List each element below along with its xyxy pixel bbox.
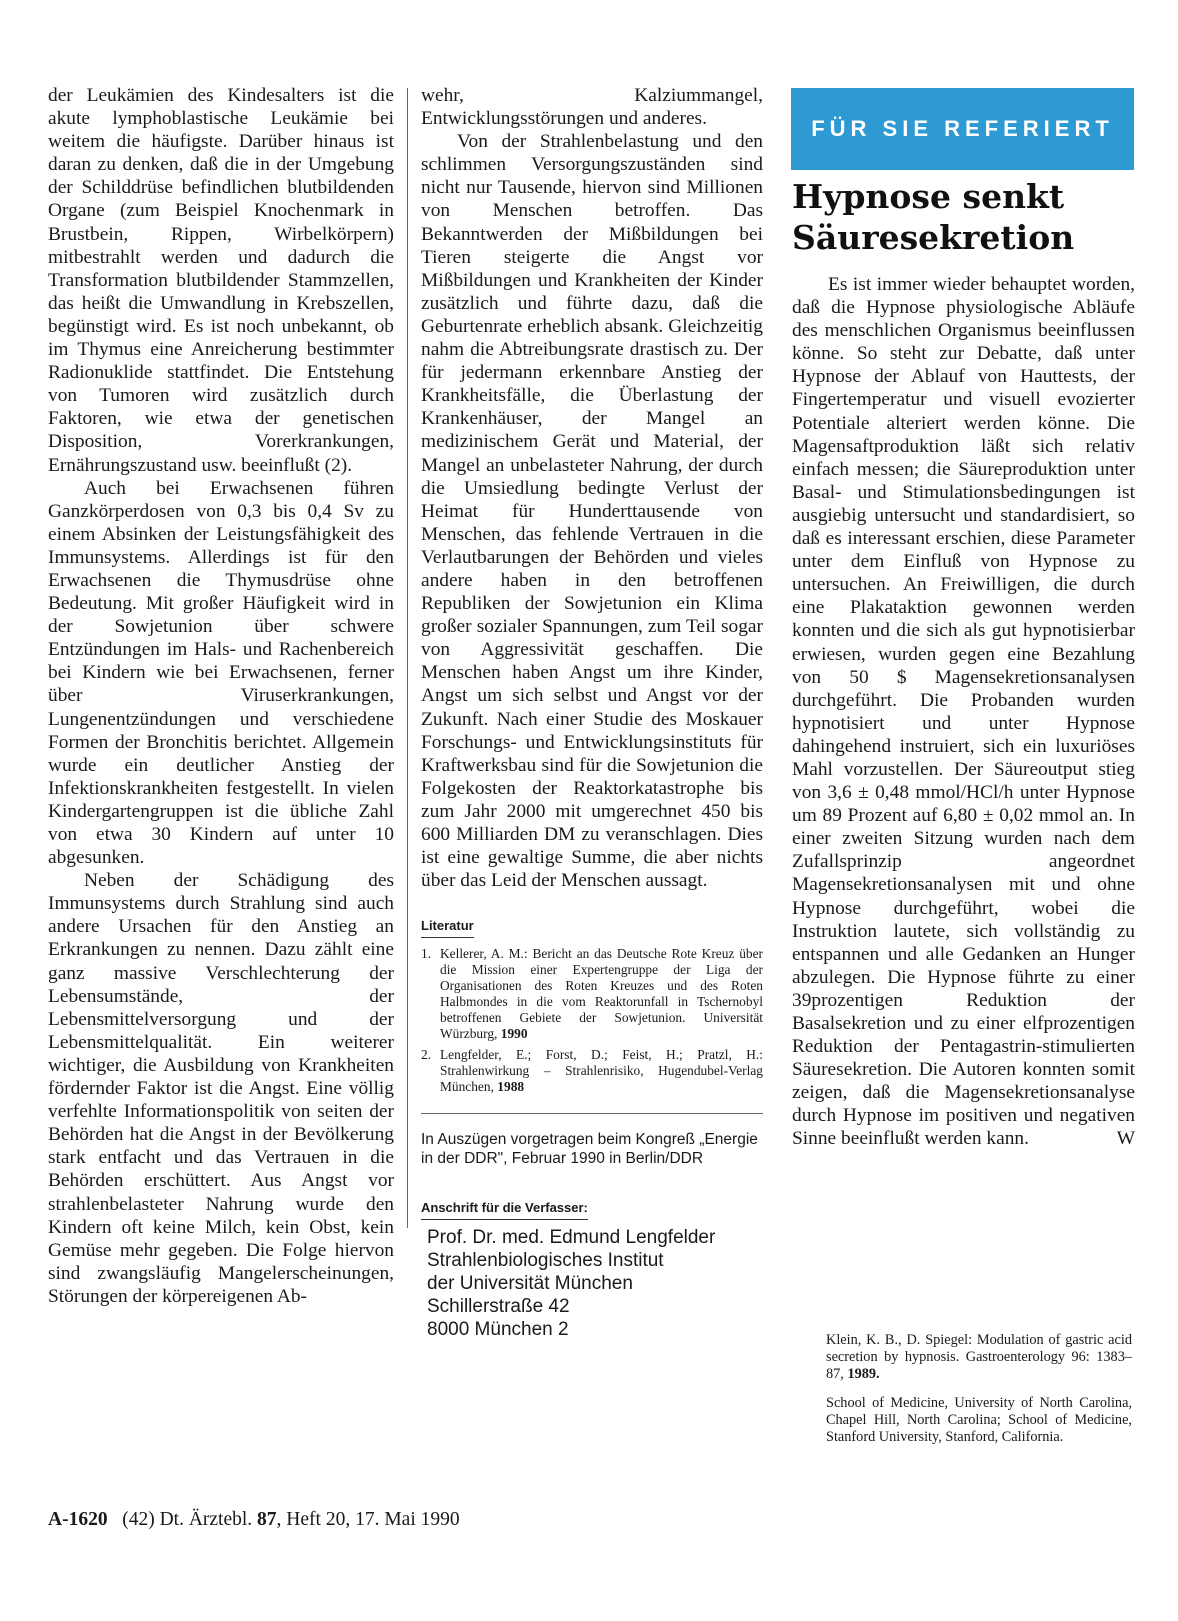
banner-label: FÜR SIE REFERIERT — [811, 116, 1114, 141]
literature-item — [421, 1047, 763, 1095]
paragraph: Von der Strahlenbelastung und den schlimmen Versorgungszuständen sind nicht nur Tausende, hiervon sind Millionen von Menschen betroffen. Das Bekanntwerden der Mißbildungen bei Tieren steigerte die Angst vor Mißbildungen und Krankheiten der Kinder zusätzlich und führte dazu, daß die Geburtenrate erheblich absank. Gleichzeitig nahm die Abtreibungsrate drastisch zu. Der für jedermann erkennbare Anstieg der Krankheitsfälle, die Überlastung der Krankenhäuser, der Mangel an medizinischem Gerät und Material, der Mangel an unbelasteter Nahrung, der durch die Umsiedlung bedingte Verlust der Heimat für Hunderttausende von Menschen, das fehlende Vertrauen in die Verlautbarungen der Behörden und vieles andere haben in den betroffenen Republiken der Sowjetunion ein Klima großer sozialer Spannungen, zum Teil sogar von Aggressivität geschaffen. Die Menschen haben Angst um ihre Kinder, Angst um sich selbst und Angst vor der Zukunft. Nach einer Studie des Moskauer Forschungs- und Entwicklungsinstituts für Kraftwerksbau sind für die Sowjetunion die Folgekosten der Reaktorkatastrophe bis zum Jahr 2000 mit umgerechnet 450 bis 600 Milliarden DM zu veranschlagen. Dies ist eine gewaltige Summe, die aber nichts über das Leid der Menschen aussagt. — [421, 131, 763, 892]
address-heading: Anschrift für die Verfasser: — [421, 1196, 588, 1220]
issue-date: , Heft 20, 17. Mai 1990 — [276, 1509, 460, 1530]
address-line: 8000 München 2 — [427, 1319, 569, 1341]
page-number: A-1620 — [48, 1509, 108, 1530]
address-line: Schillerstraße 42 — [427, 1296, 570, 1318]
page-footer — [48, 1509, 460, 1531]
literature-number: 1. — [421, 946, 432, 962]
author-address — [421, 1226, 763, 1341]
address-line: Prof. Dr. med. Edmund Lengfelder — [427, 1227, 716, 1249]
literature-heading: Literatur — [421, 914, 474, 938]
paragraph: Neben der Schädigung des Immunsystems durch Strahlung sind auch andere Ursachen für den Anstieg an Erkrankungen zu nennen. Dazu zählt eine ganz massive Verschlechterung der Lebensumstände, der Lebensmittelversorgung und der Lebensmittelqualität. Ein weiterer wichtiger, die Ausbildung von Krankheiten fördernder Faktor ist die Angst. Eine völlig verfehlte Informationspolitik von seiten der Behörden hat die Angst in der Bevölkerung stark entfacht und das Vertrauen in die Behörden erschüttert. Aus Angst vor strahlenbelasteter Nahrung wurde den Kindern oft keine Milch, kein Obst, kein Gemüse mehr gegeben. Die Folge hiervon sind zwangsläufig Mangelerscheinungen, Störungen der körpereigenen Ab- — [48, 870, 394, 1307]
sidebar-body: Es ist immer wieder behauptet worden, daß die Hypnose physiologische Abläufe des menschlichen Organismus beeinflussen könne. So steht zur Debatte, daß unter Hypnose der Ablauf von Hauttests, der Fingertemperatur und visuell evozierter Potentiale alteriert werden könne. Die Magensaftproduktion läßt sich relativ einfach messen; die Säureproduktion unter Basal- und Stimulationsbedingungen ist ausgiebig untersucht und standardisiert, so daß es interessant erschien, diese Parameter unter dem Einfluß von Hypnose zu untersuchen. An Freiwilligen, die durch eine Plakataktion gewonnen werden konnten und die sich als gut hypnotisierbar erwiesen, wurden gegen eine Bezahlung von 50 $ Magensekretionsanalysen durchgeführt. Die Probanden wurden hypnotisiert und unter Hypnose dahingehend instruiert, sich ein luxuriöses Mahl vorzustellen. Der Säureoutput stieg von 3,6 ± 0,48 mmol/HCl/h unter Hypnose um 89 Prozent auf 6,80 ± 0,02 mmol an. In einer zweiten Sitzung wurden nach dem Zufallsprinzip angeordnet Magensekretionsanalysen mit und ohne Hypnose durchgeführt, wobei die Instruktion lautete, sich vollständig zu entspannen und alle Gedanken an Hunger abzulegen. Die Hypnose führte zu einer 39prozentigen Reduktion der Basalsekretion und zu einer elfprozentigen Reduktion der Pentagastrin-stimulierten Säuresekretion. Die Autoren konnten somit zeigen, daß die Magensekretionsanalyse durch Hypnose im positiven und negativen Sinne beeinflußt werden kann. — [792, 274, 1135, 1150]
paragraph: wehr, Kalziummangel, Entwicklungsstörungen und anderes. — [421, 85, 763, 130]
volume-number: 87 — [257, 1509, 277, 1530]
column-divider — [407, 88, 408, 1228]
citation-year: 1989. — [847, 1366, 880, 1382]
literature-year: 1990 — [500, 1026, 528, 1042]
literature-text: Kellerer, A. M.: Bericht an das Deutsche Rote Kreuz über die Mission einer Expertengruppe der Liga der Organisationen des Roten Kreuzes und des Roten Halbmondes in die vom Reaktorunfall in Tschernobyl betroffenen Gebiete der Sowjetunion. Universität Würzburg, — [440, 946, 763, 1042]
address-line: der Universität München — [427, 1273, 633, 1295]
paragraph: der Leukämien des Kindesalters ist die akute lymphoblastische Leukämie bei weitem die häufigste. Darüber hinaus ist daran zu denken, daß die in der Umgebung der Schilddrüse befindlichen blutbildenden Organe (zum Beispiel Knochenmark in Brustbein, Rippen, Wirbelkörpern) mitbestrahlt werden und dadurch die Transformation blutbildender Stammzellen, das heißt die Umwandlung in Krebszellen, begünstigt wird. Es ist noch unbekannt, ob im Thymus eine Anreicherung bestimmter Radionuklide stattfindet. Die Entstehung von Tumoren wird zusätzlich durch Faktoren, wie etwa der genetischen Disposition, Vorerkrankungen, Ernährungszustand usw. beeinflußt (2). — [48, 85, 394, 476]
citation-text: Klein, K. B., D. Spiegel: Modulation of gastric acid secretion by hypnosis. Gastroenterology 96: 1383–87, — [826, 1332, 1132, 1382]
citation — [826, 1332, 1132, 1383]
section-banner — [791, 88, 1134, 170]
sidebar-article — [792, 176, 1135, 1151]
literature-year: 1988 — [497, 1079, 525, 1095]
journal-name: (42) Dt. Ärztebl. — [122, 1509, 253, 1530]
article-headline: Hypnose senkt Säuresekretion — [792, 177, 1075, 257]
lecture-note: In Auszügen vorgetragen beim Kongreß „Energie in der DDR", Februar 1990 in Berlin/DDR — [421, 1131, 758, 1168]
article-column-1 — [48, 84, 394, 1308]
affiliation: School of Medicine, University of North Carolina, Chapel Hill, North Carolina; School of Medicine, Stanford University, Stanford, California. — [826, 1395, 1132, 1445]
paragraph: Auch bei Erwachsenen führen Ganzkörperdosen von 0,3 bis 0,4 Sv zu einem Absinken der Leistungsfähigkeit des Immunsystems. Allerdings ist für den Erwachsenen die Thymusdrüse ohne Bedeutung. Mit großer Häufigkeit wird in der Sowjetunion über schwere Entzündungen im Hals- und Rachenbereich bei Kindern wie bei Erwachsenen, ferner über Viruserkrankungen, Lungenentzündungen und verschiedene Formen der Bronchitis berichtet. Allgemein wurde ein deutlicher Anstieg der Infektionskrankheiten festgestellt. In vielen Kindergartengruppen ist die übliche Zahl von etwa 30 Kindern auf unter 10 abgesunken. — [48, 477, 394, 869]
sidebar-reference — [826, 1332, 1132, 1458]
article-column-2 — [421, 84, 763, 1341]
paragraph — [792, 273, 1135, 1151]
literature-list — [421, 946, 763, 1095]
author-initial: W — [1116, 1128, 1135, 1150]
separator — [421, 1113, 763, 1114]
literature-number: 2. — [421, 1047, 432, 1063]
address-line: Strahlenbiologisches Institut — [427, 1250, 664, 1272]
literature-text: Lengfelder, E.; Forst, D.; Feist, H.; Pratzl, H.: Strahlenwirkung – Strahlenrisiko, Hugendubel-Verlag München, — [440, 1047, 763, 1095]
literature-item — [421, 946, 763, 1042]
